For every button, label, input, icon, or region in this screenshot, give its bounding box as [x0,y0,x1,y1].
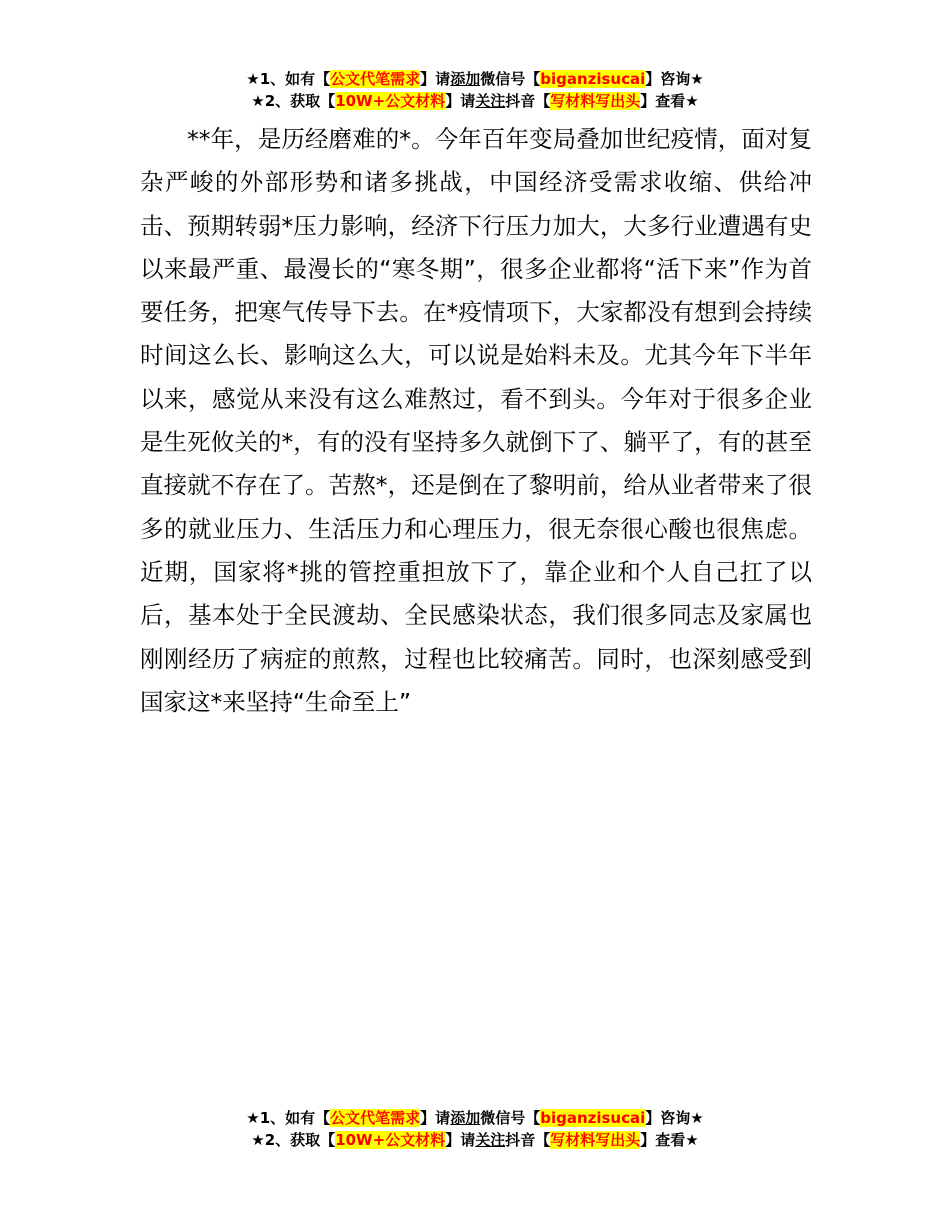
footer-line-1-underlined: 添加 [450,1109,481,1127]
banner-line-1-prefix: ★1、如有【 [246,70,331,88]
banner-line-1-mid: 】请 [420,70,451,88]
footer-line-1-mid2: 微信号【 [480,1109,541,1127]
banner-line-2-highlight-douyin: 写材料写出头 [550,92,641,110]
footer-line-2-prefix: ★2、获取【 [251,1131,336,1149]
footer-line-2-highlight-douyin: 写材料写出头 [550,1131,641,1149]
footer-line-2-mid: 】请 [445,1131,476,1149]
body-paragraph: **年，是历经磨难的*。今年百年变局叠加世纪疫情，面对复杂严峻的外部形势和诸多挑战，中国经济受需求收缩、供给冲击、预期转弱*压力影响，经济下行压力加大，大多行业遭遇有史以来最严重、最漫长的“寒冬期”，很多企业都将“活下来”作为首要任务，把寒气传导下去。在*疫情项下，大家都没有想到会持续时间这么长、影响这么大，可以说是始料未及。尤其今年下半年以来，感觉从来没有这么难熬过，看不到头。今年对于很多企业是生死攸关的*，有的没有坚持多久就倒下了、躺平了，有的甚至直接就不存在了。苦熬*，还是倒在了黎明前，给从业者带来了很多的就业压力、生活压力和心理压力，很无奈很心酸也很焦虑。近期，国家将*挑的管控重担放下了，靠企业和个人自己扛了以后，基本处于全民渡劫、全民感染状态，我们很多同志及家属也刚刚经历了病症的煎熬，过程也比较痛苦。同时，也深刻感受到国家这*来坚持“生命至上” [140,125,812,716]
header-banner [0,68,950,112]
banner-line-1-mid2: 微信号【 [480,70,541,88]
banner-line-2 [0,90,950,112]
footer-line-2-mid2: 抖音【 [505,1131,551,1149]
banner-line-1-suffix: 】咨询★ [645,70,704,88]
footer-line-2 [0,1129,950,1151]
footer-line-2-highlight-materials: 10W+公文材料 [335,1131,446,1149]
footer-line-1-highlight-service: 公文代笔需求 [330,1109,421,1127]
banner-line-2-prefix: ★2、获取【 [251,92,336,110]
banner-line-2-mid2: 抖音【 [505,92,551,110]
banner-line-1-highlight-wechat-id: biganzisucai [540,70,646,88]
footer-line-2-underlined: 关注 [475,1131,506,1149]
banner-line-1-underlined: 添加 [450,70,481,88]
footer-line-1-mid: 】请 [420,1109,451,1127]
banner-line-2-mid: 】请 [445,92,476,110]
banner-line-2-underlined: 关注 [475,92,506,110]
footer-line-1-prefix: ★1、如有【 [246,1109,331,1127]
footer-line-1-suffix: 】咨询★ [645,1109,704,1127]
banner-line-1-highlight-service: 公文代笔需求 [330,70,421,88]
footer-line-1-highlight-wechat-id: biganzisucai [540,1109,646,1127]
footer-line-1 [0,1107,950,1129]
banner-line-2-suffix: 】查看★ [640,92,699,110]
banner-line-1 [0,68,950,90]
footer-banner [0,1107,950,1151]
footer-line-2-suffix: 】查看★ [640,1131,699,1149]
banner-line-2-highlight-materials: 10W+公文材料 [335,92,446,110]
